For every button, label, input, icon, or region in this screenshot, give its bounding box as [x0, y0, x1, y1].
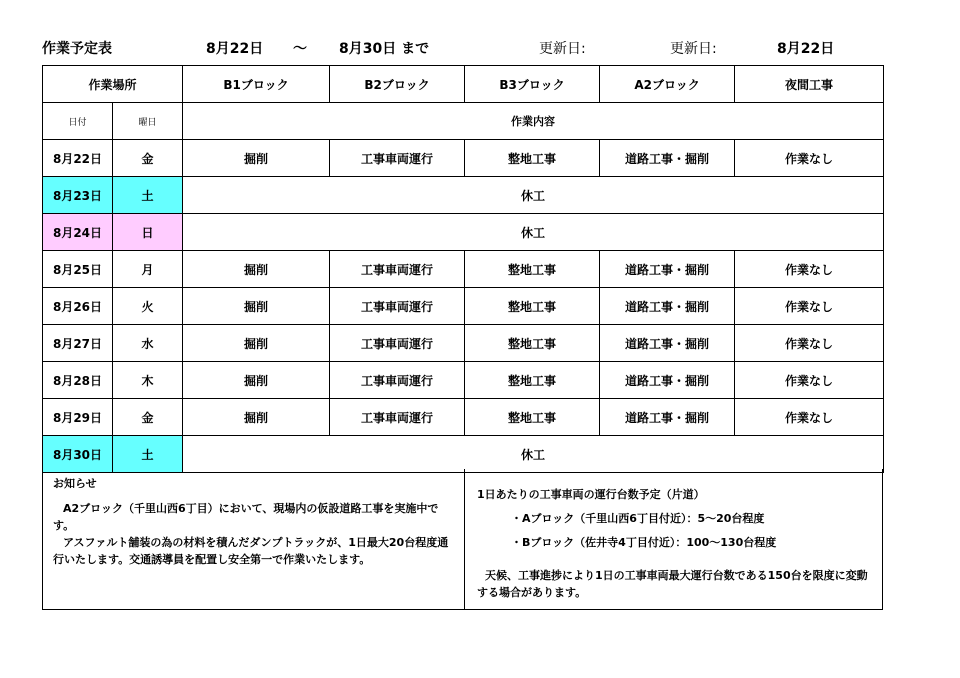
row-work-cell: 道路工事・掘削 — [600, 399, 735, 436]
row-work-cell: 工事車両運行 — [330, 399, 465, 436]
table-row — [43, 214, 884, 251]
row-work-cell: 整地工事 — [465, 140, 600, 177]
schedule-table — [42, 65, 884, 473]
row-date: 8月27日 — [43, 325, 113, 362]
notice-paragraph-2: アスファルト舗装の為の材料を積んだダンプトラックが、1日最大20台程度通行いたします。交通誘導員を配置し安全第一で作業いたします。 — [53, 536, 449, 566]
table-row — [43, 140, 884, 177]
row-day-of-week: 月 — [113, 251, 183, 288]
row-day-of-week: 木 — [113, 362, 183, 399]
table-row — [43, 399, 884, 436]
row-work-cell: 工事車両運行 — [330, 362, 465, 399]
notes-section — [42, 469, 883, 610]
row-work-cell: 整地工事 — [465, 288, 600, 325]
row-date: 8月25日 — [43, 251, 113, 288]
row-work-cell: 道路工事・掘削 — [600, 362, 735, 399]
tilde: 〜 — [293, 41, 307, 57]
row-work-cell: 作業なし — [735, 362, 884, 399]
table-row — [43, 436, 884, 473]
table-row — [43, 177, 884, 214]
row-date: 8月28日 — [43, 362, 113, 399]
subheader-day-of-week: 曜日 — [113, 103, 183, 140]
row-date: 8月22日 — [43, 140, 113, 177]
row-date: 8月23日 — [43, 177, 113, 214]
traffic-item-a: ・Aブロック（千里山西6丁目付近）：5〜20台程度 — [511, 512, 765, 525]
col-header-block: B3ブロック — [465, 66, 600, 103]
row-work-cell: 整地工事 — [465, 362, 600, 399]
col-header-block: B1ブロック — [183, 66, 330, 103]
col-header-block: A2ブロック — [600, 66, 735, 103]
row-work-cell: 整地工事 — [465, 325, 600, 362]
traffic-title: 1日あたりの工事車両の運行台数予定（片道） — [477, 488, 705, 501]
row-day-of-week: 水 — [113, 325, 183, 362]
notice-title: お知らせ — [53, 477, 97, 490]
from-date: 8月22日 — [206, 41, 264, 57]
notice-panel — [53, 475, 458, 568]
row-work-cell: 工事車両運行 — [330, 288, 465, 325]
row-work-cell: 工事車両運行 — [330, 251, 465, 288]
row-day-of-week: 金 — [113, 399, 183, 436]
table-row — [43, 325, 884, 362]
page-title: 作業予定表 — [42, 41, 112, 57]
row-work-cell: 作業なし — [735, 288, 884, 325]
row-work-cell: 道路工事・掘削 — [600, 325, 735, 362]
subheader-work-content: 作業内容 — [183, 103, 884, 140]
row-work-cell: 作業なし — [735, 325, 884, 362]
notice-paragraph-1: A2ブロック（千里山西6丁目）において、現場内の仮設道路工事を実施中です。 — [53, 502, 439, 532]
row-work-cell: 掘削 — [183, 140, 330, 177]
updated-label-1: 更新日: — [539, 41, 586, 57]
row-work-cell: 掘削 — [183, 325, 330, 362]
row-rest-cell: 休工 — [183, 177, 884, 214]
updated-date: 8月22日 — [777, 41, 835, 57]
row-work-cell: 掘削 — [183, 251, 330, 288]
row-date: 8月26日 — [43, 288, 113, 325]
row-work-cell: 工事車両運行 — [330, 140, 465, 177]
row-rest-cell: 休工 — [183, 436, 884, 473]
row-day-of-week: 土 — [113, 177, 183, 214]
row-work-cell: 掘削 — [183, 399, 330, 436]
row-day-of-week: 金 — [113, 140, 183, 177]
row-work-cell: 作業なし — [735, 140, 884, 177]
subheader-date: 日付 — [43, 103, 113, 140]
table-row — [43, 251, 884, 288]
col-header-block: B2ブロック — [330, 66, 465, 103]
updated-label-2: 更新日: — [670, 41, 717, 57]
row-work-cell: 整地工事 — [465, 251, 600, 288]
col-header-block: 夜間工事 — [735, 66, 884, 103]
traffic-footnote: 天候、工事進捗により1日の工事車両最大運行台数である150台を限度に変動する場合があります。 — [477, 569, 868, 599]
traffic-panel — [477, 486, 877, 601]
row-work-cell: 道路工事・掘削 — [600, 140, 735, 177]
row-work-cell: 整地工事 — [465, 399, 600, 436]
row-work-cell: 掘削 — [183, 362, 330, 399]
table-subheader-row — [43, 103, 884, 140]
row-date: 8月30日 — [43, 436, 113, 473]
row-work-cell: 工事車両運行 — [330, 325, 465, 362]
row-day-of-week: 日 — [113, 214, 183, 251]
row-work-cell: 作業なし — [735, 399, 884, 436]
row-day-of-week: 土 — [113, 436, 183, 473]
row-day-of-week: 火 — [113, 288, 183, 325]
row-date: 8月24日 — [43, 214, 113, 251]
col-header-location: 作業場所 — [43, 66, 183, 103]
to-date: 8月30日 まで — [339, 41, 430, 57]
notes-divider — [464, 469, 465, 609]
table-row — [43, 288, 884, 325]
row-work-cell: 道路工事・掘削 — [600, 251, 735, 288]
traffic-item-b: ・Bブロック（佐井寺4丁目付近）：100〜130台程度 — [511, 536, 777, 549]
table-row — [43, 362, 884, 399]
row-rest-cell: 休工 — [183, 214, 884, 251]
row-work-cell: 道路工事・掘削 — [600, 288, 735, 325]
row-work-cell: 作業なし — [735, 251, 884, 288]
table-header-row — [43, 66, 884, 103]
row-date: 8月29日 — [43, 399, 113, 436]
row-work-cell: 掘削 — [183, 288, 330, 325]
